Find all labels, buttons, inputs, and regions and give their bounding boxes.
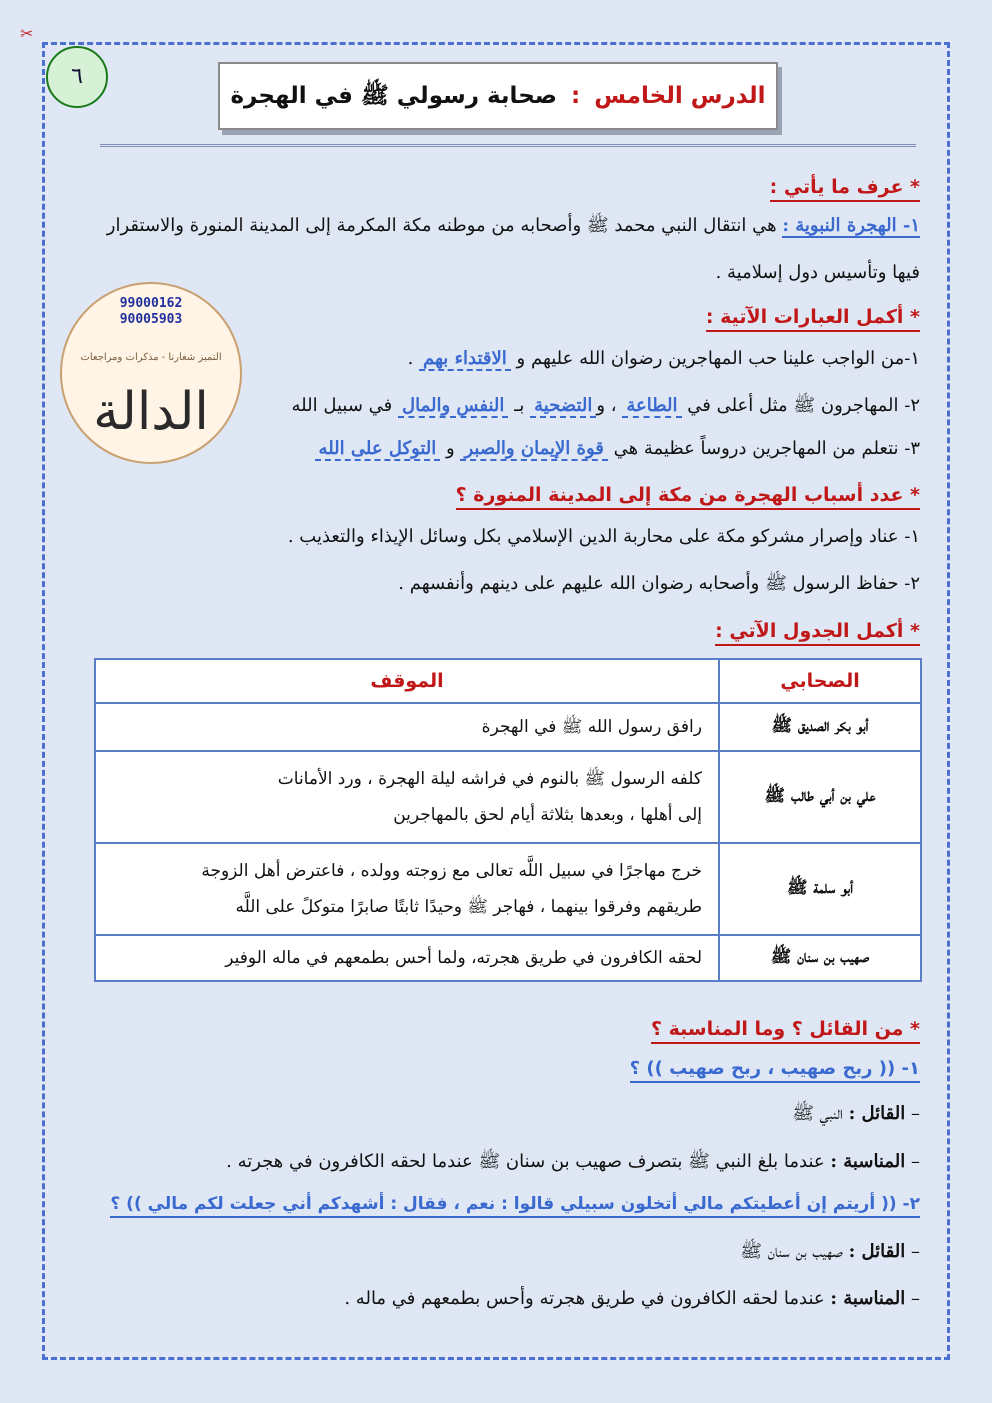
- stance-line: كلفه الرسول ﷺ بالنوم في فراشه ليلة الهجرة ، ورد الأمانات: [277, 769, 702, 789]
- table-row: [95, 751, 921, 843]
- companion-name: أبو سلمة ﷺ: [719, 843, 921, 935]
- bullet-dash: –: [911, 1241, 920, 1262]
- quote-2-speaker: [740, 1240, 920, 1266]
- occasion-label: المناسبة :: [830, 1151, 906, 1172]
- page-number: ٦: [71, 64, 83, 89]
- companion-name: أبو بكر الصديق ﷺ: [719, 703, 921, 751]
- quote-1-occasion: [226, 1150, 920, 1176]
- stance-line: خرج مهاجرًا في سبيل اللَّه تعالى مع زوجته وولده ، فاعترض أهل الزوجة: [201, 861, 702, 881]
- title-separator: :: [571, 83, 581, 109]
- companion-name: صهيب بن سنان ﷺ: [719, 935, 921, 981]
- logo-phone-1: 99000162: [119, 296, 183, 311]
- sentence-1-end: .: [407, 348, 414, 369]
- stance-line: طريقهم وفرقوا بينهما ، فهاجر ﷺ وحيدًا ثابتًا صابرًا متوكلً على اللَّه: [235, 897, 702, 917]
- lesson-title: صحابة رسولي ﷺ في الهجرة: [230, 83, 557, 109]
- sentence-2-mid-1: ، و: [596, 395, 617, 416]
- sentence-3-answer-2: التوكل على الله: [315, 438, 441, 461]
- sentence-2-text: ٢- المهاجرون ﷺ مثل أعلى في: [687, 395, 920, 416]
- sentence-2-mid-2: بـ: [514, 395, 525, 416]
- sentence-2-answer-3: النفس والمال: [398, 395, 508, 418]
- bullet-dash: –: [911, 1151, 920, 1172]
- speaker-label: القائل :: [848, 1241, 906, 1262]
- who-heading: * من القائل ؟ وما المناسبة ؟: [651, 1018, 920, 1044]
- definition-text-1: هي انتقال النبي محمد ﷺ وأصحابه من موطنه مكة المكرمة إلى المدينة المنورة والاستقرار: [106, 215, 777, 236]
- sentence-1-answer: الاقتداء بهم: [419, 348, 511, 371]
- sentence-3-mid: و: [446, 438, 455, 459]
- stance-line: إلى أهلها ، وبعدها بثلاثة أيام لحق بالمهاجرين: [393, 805, 702, 825]
- sentence-2-answer-1: الطاعة: [622, 395, 681, 418]
- reasons-heading: * عدد أسباب الهجرة من مكة إلى المدينة المنورة ؟: [456, 484, 920, 510]
- companion-stance: [95, 843, 719, 935]
- occasion-value: عندما لحقه الكافرون في طريق هجرته وأحس بطمعهم في ماله .: [344, 1288, 825, 1309]
- stance-line: رافق رسول الله ﷺ في الهجرة: [481, 717, 702, 737]
- sentence-2-end: في سبيل الله: [291, 395, 393, 416]
- reason-2: ٢- حفاظ الرسول ﷺ وأصحابه رضوان الله عليهم على دينهم وأنفسهم .: [398, 573, 920, 594]
- quote-1: ١- (( ربح صهيب ، ربح صهيب )) ؟: [630, 1058, 920, 1083]
- speaker-label: القائل :: [848, 1103, 906, 1124]
- logo-word: الدالة: [93, 382, 209, 442]
- page-number-badge: [46, 46, 108, 108]
- define-heading: * عرف ما يأتي :: [770, 176, 920, 202]
- publisher-logo: [60, 282, 242, 464]
- sentence-2-answer-2: التضحية: [530, 395, 596, 418]
- table-header-row: [95, 659, 921, 703]
- table-row: [95, 703, 921, 751]
- quote-2-occasion: [344, 1288, 920, 1309]
- table-row: [95, 843, 921, 935]
- definition-line-2: فيها وتأسيس دول إسلامية .: [715, 262, 920, 283]
- sentence-3: [315, 438, 920, 459]
- definition-line-1: [107, 214, 920, 240]
- reason-1: ١- عناد وإصرار مشركو مكة على محاربة الدين الإسلامي بكل وسائل الإيذاء والتعذيب .: [287, 526, 920, 547]
- bullet-dash: –: [911, 1288, 920, 1309]
- sentence-3-answer-1: قوة الإيمان والصبر: [460, 438, 607, 461]
- sentence-1: [408, 348, 920, 369]
- bullet-dash: –: [911, 1103, 920, 1124]
- stance-column-header: الموقف: [95, 659, 719, 703]
- speaker-value: صهيب بن سنان ﷺ: [740, 1241, 843, 1262]
- companion-name: علي بن أبي طالب ﷺ: [719, 751, 921, 843]
- companion-stance: [95, 751, 719, 843]
- lesson-title-box: [218, 62, 778, 130]
- speaker-value: النبي ﷺ: [792, 1103, 843, 1124]
- lesson-label: الدرس الخامس: [594, 83, 766, 109]
- logo-phone-2: 90005903: [119, 312, 183, 327]
- companions-table: [94, 658, 922, 982]
- quote-2: ٢- (( أريتم إن أعطيتكم مالي أتخلون سبيلي قالوا : نعم ، فقال : أشهدكم أني جعلت لكم مالي )) ؟: [110, 1194, 920, 1218]
- sentence-3-text: ٣- نتعلم من المهاجرين دروساً عظيمة هي: [613, 438, 920, 459]
- companion-column-header: الصحابي: [719, 659, 921, 703]
- occasion-label: المناسبة :: [830, 1288, 906, 1309]
- scissors-icon: ✂: [20, 24, 34, 43]
- definition-term: ١- الهجرة النبوية :: [782, 215, 920, 236]
- companion-stance: [95, 703, 719, 751]
- double-divider: [100, 144, 916, 147]
- quote-1-speaker: [792, 1102, 920, 1128]
- sentence-1-text: ١-من الواجب علينا حب المهاجرين رضوان الله عليهم و: [516, 348, 920, 369]
- occasion-value: عندما بلغ النبي ﷺ بتصرف صهيب بن سنان ﷺ عندما لحقه الكافرون في هجرته .: [226, 1151, 825, 1172]
- complete-heading: * أكمل العبارات الآتية :: [706, 306, 920, 332]
- table-heading: * أكمل الجدول الآتي :: [715, 620, 920, 646]
- companion-stance: [95, 935, 719, 981]
- stance-line: لحقه الكافرون في طريق هجرته، ولما أحس بطمعهم في ماله الوفير: [225, 948, 702, 968]
- table-row: [95, 935, 921, 981]
- sentence-2: [292, 394, 920, 420]
- logo-tagline: التميز شعارنا - مذكرات ومراجعات: [80, 352, 222, 363]
